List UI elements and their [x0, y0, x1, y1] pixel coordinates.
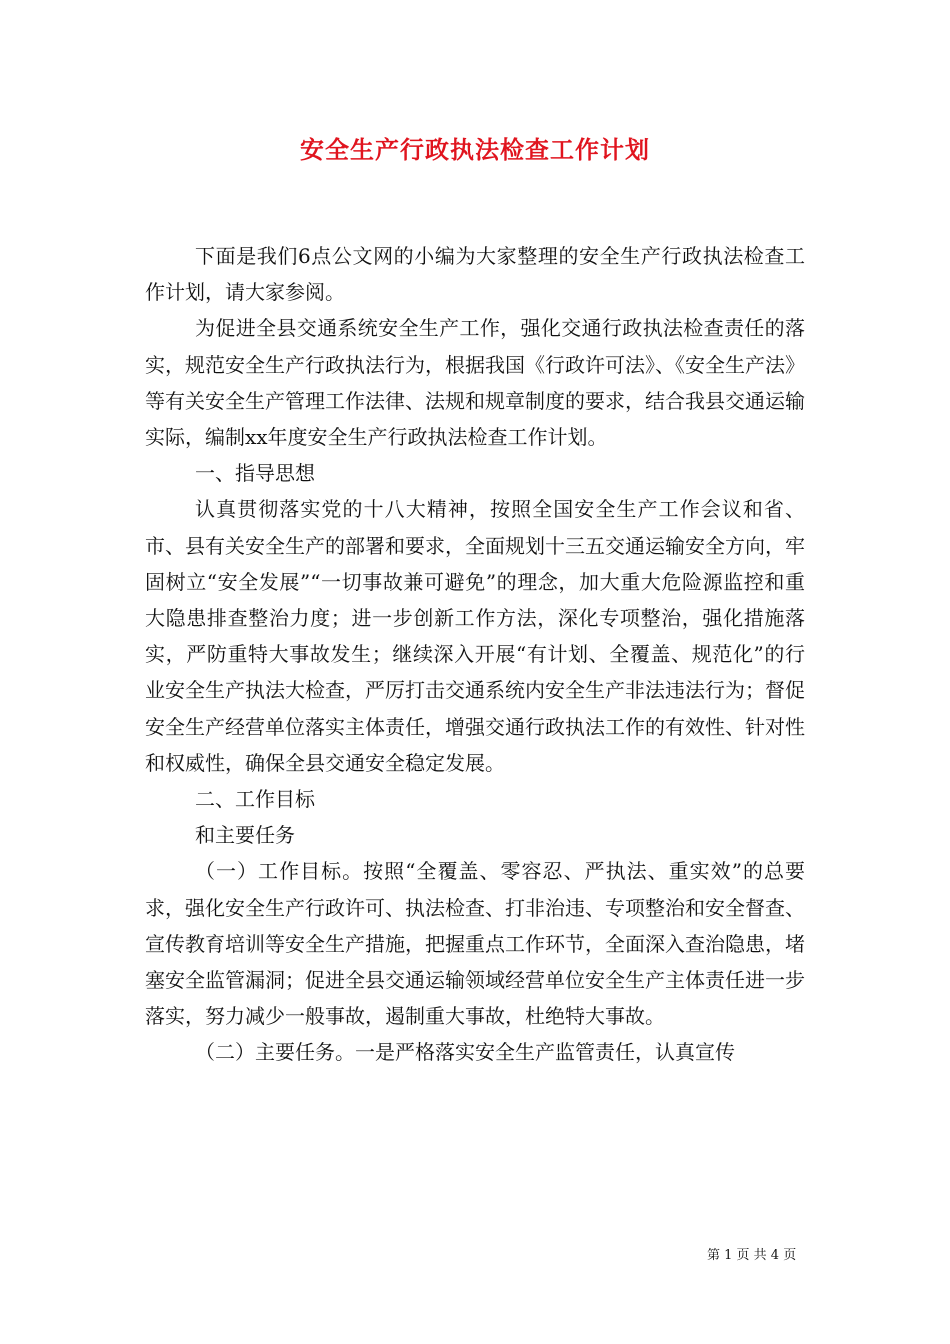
paragraph-work-goals: （一）工作目标。按照“全覆盖、零容忍、严执法、重实效”的总要求，强化安全生产行政许可、执法检查、打非治违、专项整治和安全督查、宣传教育培训等安全生产措施，把握重点工作环节，全面深入查治隐患，堵塞安全监管漏洞；促进全县交通运输领域经营单位安全生产主体责任进一步落实，努力减少一般事故，遏制重大事故，杜绝特大事故。 [145, 859, 805, 1029]
document-title: 安全生产行政执法检查工作计划 [300, 135, 650, 164]
section-heading-work-goals: 二、工作目标 [195, 787, 315, 812]
paragraph-intro: 下面是我们6点公文网的小编为大家整理的安全生产行政执法检查工作计划，请大家参阅。 [145, 244, 805, 305]
paragraph-main-tasks: （二）主要任务。一是严格落实安全生产监管责任，认真宣传 [195, 1040, 735, 1065]
section-heading-guiding-thought: 一、指导思想 [195, 461, 315, 486]
paragraph-guiding-thought: 认真贯彻落实党的十八大精神，按照全国安全生产工作会议和省、市、县有关安全生产的部署和要求，全面规划十三五交通运输安全方向，牢固树立“安全发展”“一切事故兼可避免”的理念，加大重大危险源监控和重大隐患排查整治力度；进一步创新工作方法，深化专项整治，强化措施落实，严防重特大事故发生；继续深入开展“有计划、全覆盖、规范化”的行业安全生产执法大检查，严厉打击交通系统内安全生产非法违法行为；督促安全生产经营单位落实主体责任，增强交通行政执法工作的有效性、针对性和权威性，确保全县交通安全稳定发展。 [145, 497, 805, 775]
page-number-footer: 第 1 页 共 4 页 [707, 1248, 797, 1263]
paragraph-purpose: 为促进全县交通系统安全生产工作，强化交通行政执法检查责任的落实，规范安全生产行政执法行为，根据我国《行政许可法》、《安全生产法》等有关安全生产管理工作法律、法规和规章制度的要求，结合我县交通运输实际，编制xx年度安全生产行政执法检查工作计划。 [145, 316, 805, 450]
section-heading-main-tasks: 和主要任务 [195, 823, 295, 848]
document-body [145, 238, 805, 1071]
